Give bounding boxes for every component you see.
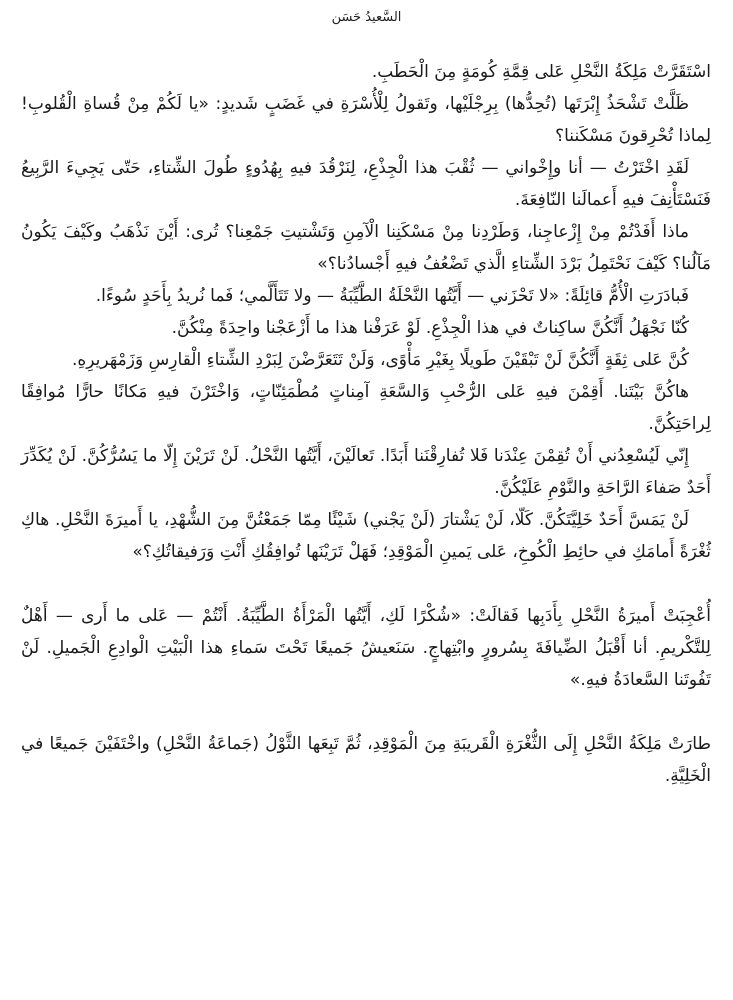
paragraph-6: كُنّا نَجْهَلُ أَنَّكُنَّ ساكِناتٌ في هذا الْجِذْعِ. لَوْ عَرَفْنا هذا ما أَزْعَجْنا واحِدَةً مِنْكُنَّ. xyxy=(171,318,689,338)
story-body xyxy=(21,56,711,792)
paragraph-gap xyxy=(21,696,711,728)
paragraph-12: طارَتْ مَلِكَةُ النَّحْلِ إِلَى الثُّغْرَةِ الْقَريبَةِ مِنَ الْمَوْقِدِ، ثُمَّ تَبِعَها الثَّوْلُ (جَماعَةُ النَّحْلِ) واخْتَفَيْنَ جَميعًا في الْخَلِيَّةِ. xyxy=(21,734,711,786)
paragraph-3: لَقَدِ اخْتَرْتُ — أنا وإِخْواني — ثُقْبَ هذا الْجِذْعِ، لِنَرْقُدَ فيهِ بِهُدُوءٍ طُولَ الشِّتاءِ، حَتّى يَجِيءَ الرَّبِيعُ فَنَسْتَأْنِفَ فيهِ أَعمالَنا النّافِعَةَ. xyxy=(21,158,711,210)
paragraph-10: لَنْ يَمَسَّ أَحَدٌ خَلِيَّتَكُنَّ. كَلّا، لَنْ يَشْتارَ (لَنْ يَجْني) شَيْئًا مِمّا جَمَعْتُنَّ مِنَ الشُّهْدِ، يا أَميرَةَ النَّحْلِ. هاكِ ثُغْرَةً أَمامَكِ في حائِطِ الْكُوخِ، عَلى يَمينِ الْمَوْقِدِ؛ فَهَلْ تَرَيْنَها تُوافِقُكِ أَنْتِ وَرَفيقاتُكِ؟» xyxy=(21,510,711,562)
paragraph-2: ظَلَّتْ تَشْحَذُ إِبْرَتَها (تُحِدُّها) بِرِجْلَيْها، وتَقولُ لِلْأُسْرَةِ في غَضَبٍ شَديدٍ: «يا لَكُمْ مِنْ قُساةِ الْقُلوبِ! لِماذا تُحْرِقونَ مَسْكَننا؟ xyxy=(21,94,711,146)
paragraph-7: كُنَّ عَلى ثِقَةٍ أَنَّكُنَّ لَنْ تَبْقَيْنَ طَويلًا بِغَيْرِ مَأْوًى، وَلَنْ تَتَعَرَّضْنَ لِبَرْدِ الشِّتاءِ الْقارِسِ وَزَمْهَريرِهِ. xyxy=(71,350,689,370)
author-header: السَّعيدُ حَسَن xyxy=(331,10,402,25)
paragraph-1: اسْتَقَرَّتْ مَلِكَةُ النَّحْلِ عَلى قِمَّةِ كُومَةٍ مِنَ الْحَطَبِ. xyxy=(371,62,711,82)
paragraph-gap xyxy=(21,568,711,600)
paragraph-11: أُعْجِبَتْ أَميرَةُ النَّحْلِ بِأَدَبِها فَقالَتْ: «شُكْرًا لَكِ، أَيَّتُها الْمَرْأَةُ الطَّيِّبَةُ. أَنْتُمْ — عَلى ما أَرى — أَهْلٌ لِلتَّكْريمِ. أنا أَقْبَلُ الضِّيافَةَ بِسُرورٍ وابْتِهاجٍ. سَنَعيشُ جَميعًا تَحْتَ سَماءِ هذا الْبَيْتِ الْوادِعِ الْجَميلِ. لَنْ تَفُوتَنا السَّعادَةُ فيهِ.» xyxy=(21,606,711,690)
paragraph-4: ماذا أَفَدْتُمْ مِنْ إِزْعاجِنا، وَطَرْدِنا مِنْ مَسْكَنِنا الْآمِنِ وَتَشْتيتِ جَمْعِنا؟ تُرى: أَيْنَ نَذْهَبُ وكَيْفَ يَكُونُ مَآلُنا؟ كَيْفَ نَحْتَمِلُ بَرْدَ الشِّتاءِ الَّذي تَضْعُفُ فيهِ أَجْسادُنا؟» xyxy=(21,222,711,274)
paragraph-9: إِنّي لَيُسْعِدُني أَنْ تُقِمْنَ عِنْدَنا فَلا تُفارِقْنَنا أَبَدًا. تَعالَيْنَ، أَيَّتُها النَّحْلُ. لَنْ تَرَيْنَ إِلّا ما يَسُرُّكُنَّ. لَنْ يُكَدِّرَ أَحَدٌ صَفاءَ الرَّاحَةِ والنَّوْمِ عَلَيْكُنَّ. xyxy=(21,446,711,498)
paragraph-5: فَبادَرَتِ الْأُمُّ قائِلَةً: «لا تَحْزَني — أَيَّتُها النَّحْلَةُ الطَّيِّبَةُ — ولا تَتَأَلَّمي؛ فَما نُريدُ بِأَحَدٍ سُوءًا. xyxy=(95,286,689,306)
paragraph-8: هاكُنَّ بَيْتَنا. أَقِمْنَ فيهِ عَلى الرُّحْبِ وَالسَّعَةِ آمِناتٍ مُطْمَئِنّاتٍ، وَاخْتَرْنَ فيهِ مَكانًا حارًّا مُوافِقًا لِراحَتِكُنَّ. xyxy=(21,382,711,434)
